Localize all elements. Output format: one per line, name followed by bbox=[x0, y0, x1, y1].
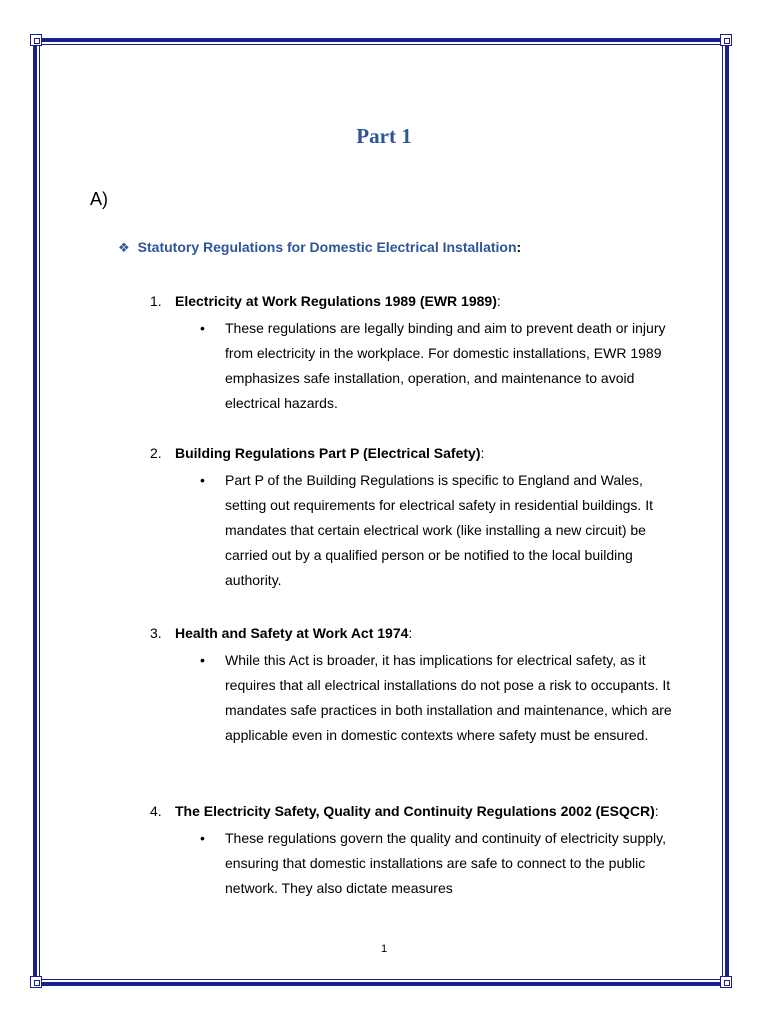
list-item bbox=[150, 441, 680, 593]
bullet-dot-icon: • bbox=[200, 320, 205, 336]
list-item bbox=[150, 799, 680, 901]
corner-ornament-top-right bbox=[720, 34, 732, 46]
list-item-title-text: Electricity at Work Regulations 1989 (EWR 1989) bbox=[175, 293, 497, 309]
diamond-bullet-icon: ❖ bbox=[118, 240, 130, 255]
list-item-colon: : bbox=[480, 445, 485, 461]
bullet-dot-icon: • bbox=[200, 652, 205, 668]
list-item bbox=[150, 289, 680, 416]
list-item-number: 2. bbox=[150, 445, 162, 461]
section-heading bbox=[118, 239, 521, 256]
section-heading-suffix: : bbox=[516, 239, 522, 255]
list-item-bullet-text: Part P of the Building Regulations is specific to England and Wales, setting out requirements for electrical safety in residential buildings. It mandates that certain electrical work (like installing a new circuit) be carried out by a qualified person or be notified to the local building authority. bbox=[225, 472, 653, 588]
section-heading-text: Statutory Regulations for Domestic Electrical Installation bbox=[137, 239, 517, 255]
corner-ornament-bottom-left bbox=[30, 976, 42, 988]
page-title: Part 1 bbox=[356, 124, 412, 148]
list-item bbox=[150, 621, 680, 748]
list-item-title bbox=[150, 799, 680, 824]
list-item-number: 1. bbox=[150, 293, 162, 309]
list-item-colon: : bbox=[496, 293, 501, 309]
corner-ornament-bottom-right bbox=[720, 976, 732, 988]
list-item-colon: : bbox=[408, 625, 413, 641]
list-item-bullet bbox=[150, 648, 680, 748]
list-item-bullet bbox=[150, 826, 680, 901]
list-item-title bbox=[150, 441, 680, 466]
list-item-bullet-text: These regulations are legally binding and aim to prevent death or injury from electricity in the workplace. For domestic installations, EWR 1989 emphasizes safe installation, operation, and maintenance to avoid electrical hazards. bbox=[225, 320, 666, 411]
page-number: 1 bbox=[380, 943, 388, 955]
list-item-colon: : bbox=[654, 803, 659, 819]
list-item-bullet-text: While this Act is broader, it has implications for electrical safety, as it requires that all electrical installations do not pose a risk to occupants. It mandates safe practices in both installation and maintenance, which are applicable even in domestic contexts where safety must be ensured. bbox=[225, 652, 672, 743]
list-item-bullet bbox=[150, 468, 680, 593]
section-letter: A) bbox=[90, 189, 108, 209]
list-item-number: 3. bbox=[150, 625, 162, 641]
list-item-title bbox=[150, 289, 680, 314]
bullet-dot-icon: • bbox=[200, 472, 205, 488]
bullet-dot-icon: • bbox=[200, 830, 205, 846]
list-item-title-text: The Electricity Safety, Quality and Continuity Regulations 2002 (ESQCR) bbox=[175, 803, 655, 819]
corner-ornament-top-left bbox=[30, 34, 42, 46]
list-item-bullet-text: These regulations govern the quality and continuity of electricity supply, ensuring that domestic installations are safe to connect to the public network. They also dictate measures bbox=[225, 830, 666, 896]
list-item-title-text: Building Regulations Part P (Electrical Safety) bbox=[175, 445, 481, 461]
list-item-number: 4. bbox=[150, 803, 162, 819]
list-item-title bbox=[150, 621, 680, 646]
list-item-bullet bbox=[150, 316, 680, 416]
list-item-title-text: Health and Safety at Work Act 1974 bbox=[175, 625, 409, 641]
